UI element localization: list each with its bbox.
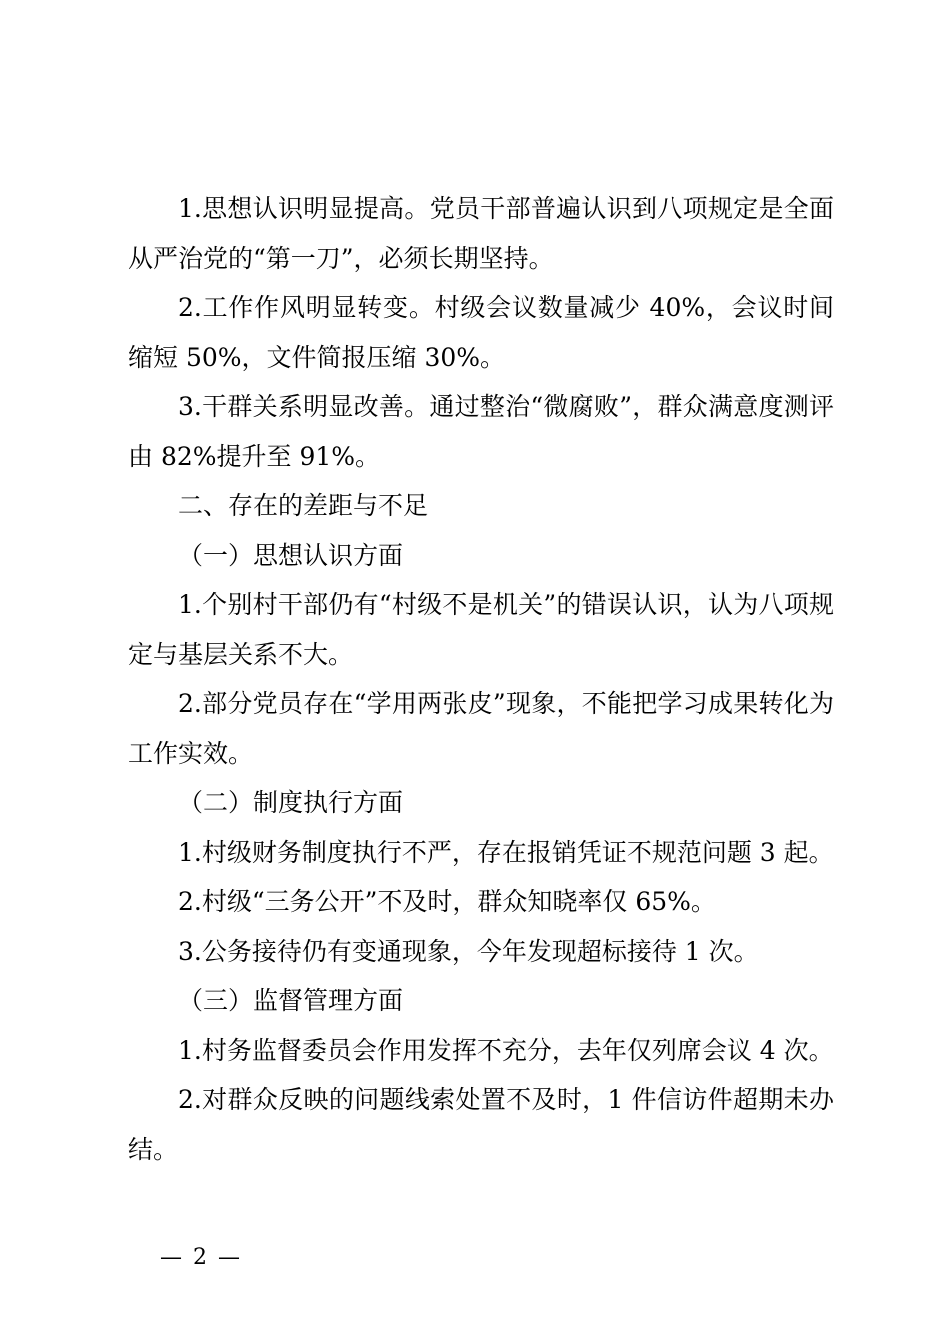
- paragraph-ideology-2: 2.部分党员存在“学用两张皮”现象，不能把学习成果转化为工作实效。: [128, 689, 834, 768]
- paragraph-system-3: 3.公务接待仍有变通现象，今年发现超标接待 1 次。: [178, 936, 759, 966]
- paragraph-achievement-3: 3.干群关系明显改善。通过整治“微腐败”，群众满意度测评由 82%提升至 91%。: [128, 392, 834, 471]
- section-heading-gaps: 二、存在的差距与不足: [178, 491, 429, 520]
- subheading-ideology: （一）思想认识方面: [178, 540, 404, 570]
- paragraph-achievement-2: 2.工作作风明显转变。村级会议数量减少 40%，会议时间缩短 50%，文件简报压缩 30%。: [128, 293, 834, 372]
- page-number: — 2 —: [160, 1245, 242, 1270]
- subheading-system-execution: （二）制度执行方面: [178, 788, 404, 817]
- paragraph-system-2: 2.村级“三务公开”不及时，群众知晓率仅 65%。: [178, 887, 716, 916]
- paragraph-ideology-1: 1.个别村干部仍有“村级不是机关”的错误认识，认为八项规定与基层关系不大。: [128, 590, 834, 669]
- paragraph-supervision-2: 2.对群众反映的问题线索处置不及时，1 件信访件超期未办结。: [128, 1085, 834, 1164]
- subheading-supervision: （三）监督管理方面: [178, 986, 404, 1015]
- paragraph-achievement-1: 1.思想认识明显提高。党员干部普遍认识到八项规定是全面从严治党的“第一刀”，必须长期坚持。: [128, 194, 834, 273]
- document-body: [128, 184, 834, 1174]
- paragraph-supervision-1: 1.村务监督委员会作用发挥不充分，去年仅列席会议 4 次。: [178, 1035, 834, 1065]
- paragraph-system-1: 1.村级财务制度执行不严，存在报销凭证不规范问题 3 起。: [178, 837, 834, 867]
